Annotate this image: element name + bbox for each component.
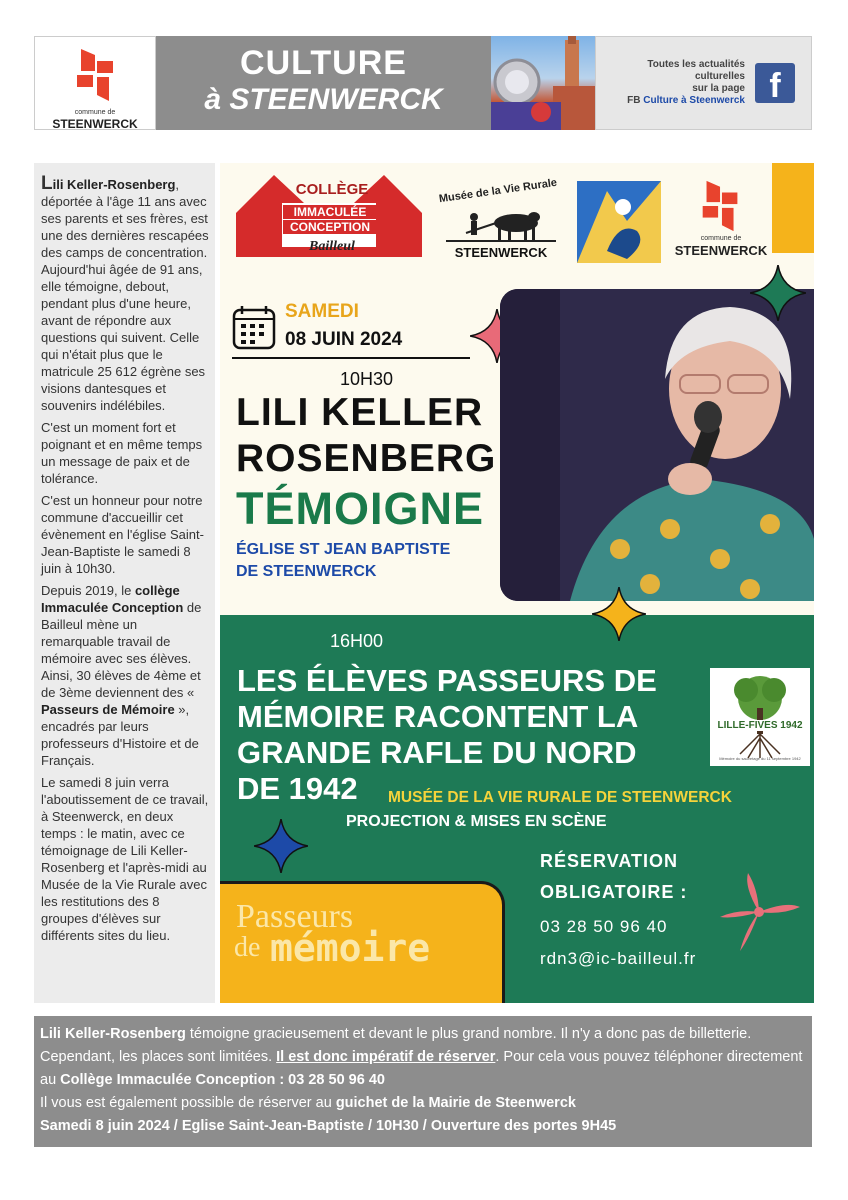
- event-date: 08 JUIN 2024: [285, 329, 403, 350]
- speaker-name-line1: LILI KELLER: [236, 391, 484, 434]
- event-time-pm: 16H00: [330, 631, 384, 651]
- fb-prefix: FB: [627, 95, 641, 106]
- poster-commune-name: STEENWERCK: [674, 243, 768, 258]
- event-poster: [220, 163, 814, 1003]
- sidebar-dropcap: L: [41, 173, 53, 194]
- sparkle-blue-icon: [254, 819, 308, 873]
- footer-info: [34, 1016, 812, 1147]
- commune-logo-small: [698, 179, 744, 233]
- college-line4: Bailleul: [309, 239, 355, 254]
- speaker-name-line2: ROSENBERG: [236, 437, 497, 480]
- church-line1: ÉGLISE ST JEAN BAPTISTE: [236, 541, 451, 558]
- sidebar-paragraph-1: [41, 175, 209, 414]
- yellow-accent: [772, 163, 814, 253]
- footer-line-1: [40, 1023, 806, 1092]
- header-title-line2: à STEENWERCK: [204, 83, 443, 116]
- fb-page-link[interactable]: Culture à Steenwerck: [643, 95, 745, 106]
- college-line2: IMMACULÉE: [283, 205, 377, 219]
- speaker-photo: [500, 289, 814, 601]
- lille-fives-label: LILLE-FIVES 1942: [710, 720, 810, 731]
- footer-summary: Samedi 8 juin 2024 / Eglise Saint-Jean-Baptiste / 10H30 / Ouverture des portes 9H45: [40, 1118, 617, 1134]
- sidebar-p4-c: de Bailleul mène un remarquable travail de mémoire avec ses élèves. Ainsi, 30 élèves de 4ème et de 3ème deviennent des «: [41, 600, 202, 700]
- event-time-am: 10H30: [340, 369, 394, 389]
- afternoon-title: [237, 663, 657, 807]
- passeurs-de: de: [234, 932, 261, 963]
- reservation-line1: RÉSERVATION: [540, 851, 679, 871]
- sidebar-paragraph-3: C'est un honneur pour notre commune d'accueillir cet évènement en l'église Saint-Jean-Baptiste le samedi 8 juin à 10h30.: [41, 493, 204, 576]
- sidebar-paragraph-4: [41, 582, 209, 769]
- fb-text-line3: sur la page: [692, 83, 745, 94]
- footer-imperatif: Il est donc impératif de réserver: [276, 1049, 496, 1065]
- facebook-text: [627, 59, 745, 107]
- footer-line-2: [40, 1092, 806, 1115]
- sidebar-name: ili Keller-Rosenberg: [52, 177, 176, 192]
- artwork-logo: [577, 181, 661, 263]
- afternoon-title-line1: LES ÉLÈVES PASSEURS DE: [237, 663, 657, 698]
- header-title-line1: CULTURE: [240, 44, 407, 82]
- musee-afternoon: MUSÉE DE LA VIE RURALE DE STEENWERCK: [388, 789, 732, 806]
- reservation-phone[interactable]: 03 28 50 96 40: [540, 917, 668, 936]
- temoigne-heading: TÉMOIGNE: [236, 483, 485, 534]
- fb-text-line1: Toutes les actualités: [647, 59, 745, 70]
- lille-fives-logo: [710, 668, 810, 766]
- footer-text-1: témoigne gracieusement et devant le plus grand nombre. Il n'y a donc pas de billetterie. Cependant, les places sont limitées.: [40, 1026, 752, 1065]
- footer-text-2: . Pour cela vous pouvez téléphoner directement au: [40, 1049, 803, 1088]
- footer-line-3: [40, 1115, 806, 1138]
- footer-mairie: guichet de la Mairie de Steenwerck: [335, 1095, 576, 1111]
- facebook-panel: [595, 36, 812, 130]
- commune-logo: [34, 36, 156, 130]
- date-divider: [232, 357, 470, 359]
- header-photo: [491, 36, 595, 130]
- college-line1: COLLÈGE: [295, 181, 369, 198]
- passeurs-box: [220, 881, 505, 1003]
- event-day: SAMEDI: [285, 301, 359, 322]
- reservation-email[interactable]: rdn3@ic-bailleul.fr: [540, 949, 697, 968]
- logo-name: STEENWERCK: [52, 117, 138, 131]
- afternoon-title-line4: DE 1942: [237, 771, 358, 806]
- passeurs-line2: mémoire: [270, 926, 431, 970]
- sidebar-p4-b: collège Immaculée Conception: [41, 583, 184, 615]
- commune-logo-icon: [73, 47, 119, 103]
- afternoon-title-line3: GRANDE RAFLE DU NORD: [237, 735, 637, 770]
- sidebar-p1-text: , déportée à l'âge 11 ans avec ses parents et ses frères, est une des dernières rescapées des camps de concentration. Aujourd'hui âgée de 91 ans, elle témoigne, debout, pendant plus d'une heure, avant de répondre aux questions qui suivent. Celle qui n'était plus que le matricule 25 612 égrène ses visions dantesques et souvenirs indélébiles.: [41, 177, 209, 413]
- fb-text-line2: culturelles: [694, 71, 745, 82]
- sidebar-p4-e: », encadrés par leurs professeurs d'Histoire et de Français.: [41, 702, 199, 768]
- projection-text: PROJECTION & MISES EN SCÈNE: [346, 813, 607, 830]
- calendar-icon: [232, 304, 276, 350]
- tree-icon: [710, 668, 810, 766]
- footer-college-phone: Collège Immaculée Conception : 03 28 50 96 40: [60, 1072, 385, 1088]
- header-title: [156, 36, 491, 130]
- musee-arc-text: Musée de la Vie Rurale: [438, 176, 558, 206]
- sidebar-article: [34, 163, 215, 1003]
- facebook-icon[interactable]: f: [755, 63, 795, 103]
- church-line2: DE STEENWERCK: [236, 563, 377, 580]
- reservation-line2: OBLIGATOIRE :: [540, 882, 688, 902]
- sparkle-yellow-icon: [592, 587, 646, 641]
- musee-name: STEENWERCK: [454, 245, 548, 260]
- logo-commune-de: commune de: [74, 109, 116, 116]
- sidebar-paragraph-2: C'est un moment fort et poignant et en même temps un message de paix et de tolérance.: [41, 420, 203, 486]
- footer-text-3: Il vous est également possible de réserver au: [40, 1095, 336, 1111]
- lille-fives-sub: Mémoire du sauvetage du 11 septembre 1942: [719, 756, 801, 761]
- sparkle-green-icon: [750, 265, 806, 321]
- afternoon-title-line2: MÉMOIRE RACONTENT LA: [237, 699, 639, 734]
- footer-name: Lili Keller-Rosenberg: [40, 1026, 186, 1042]
- plough-icon: [446, 203, 556, 243]
- sidebar-paragraph-5: Le samedi 8 juin verra l'aboutissement de ce travail, à Steenwerck, en deux temps : le matin, avec ce témoignage de Lili Keller-Rosenberg et l'après-midi au Musée de la Vie Rurale avec les restitutions des 8 groupes d'élèves sur différents sites du lieu.: [41, 775, 209, 943]
- sidebar-p4-d: Passeurs de Mémoire: [41, 702, 175, 717]
- poster-commune-de: commune de: [700, 235, 742, 242]
- propeller-icon: [714, 867, 804, 957]
- passeurs-line1: Passeurs: [236, 898, 354, 935]
- college-line3: CONCEPTION: [283, 220, 377, 234]
- speaker-photo-image: [500, 289, 814, 601]
- header-photo-image: [491, 36, 595, 130]
- sidebar-p4-a: Depuis 2019, le: [41, 583, 135, 598]
